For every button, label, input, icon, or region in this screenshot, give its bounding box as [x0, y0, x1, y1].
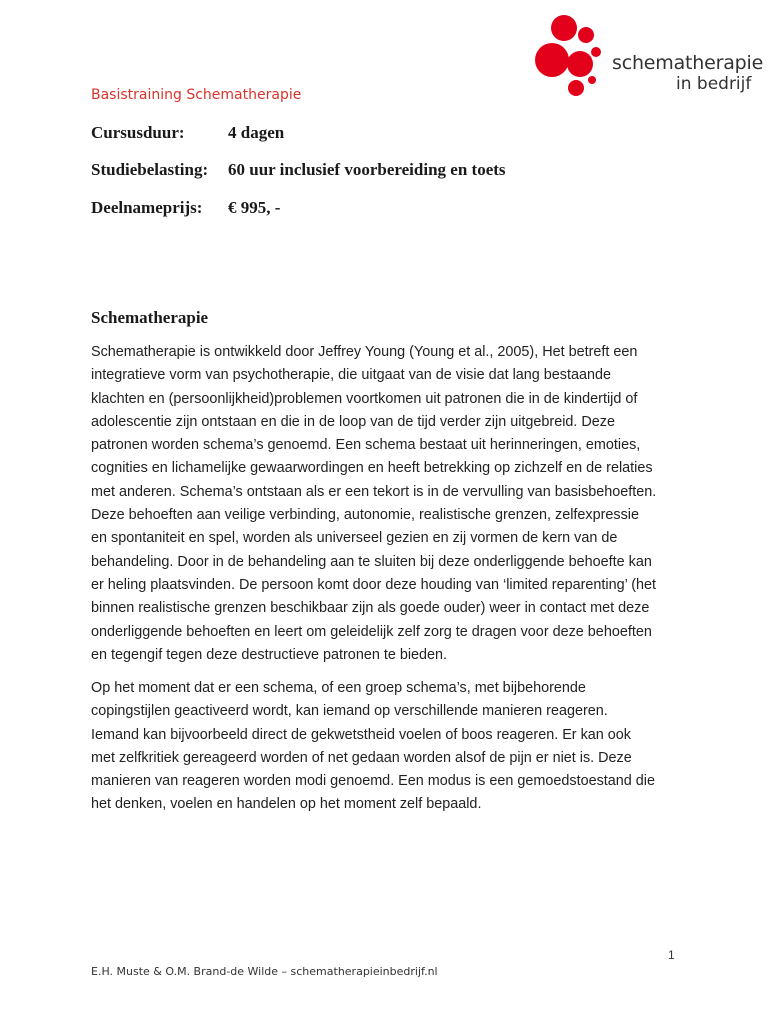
- paragraph-line: integratieve vorm van psychotherapie, die uitgaat van de visie dat lang bestaande: [91, 367, 611, 384]
- paragraph-line: er heling plaatsvinden. De persoon komt door deze houding van ‘limited reparenting’ (het: [91, 576, 657, 593]
- logo-wordmark-line1: schematherapie: [612, 52, 764, 74]
- paragraph-line: Iemand kan bijvoorbeeld direct de gekwetstheid voelen of boos reageren. Er kan ook: [91, 726, 631, 743]
- paragraph-line: cognities en lichamelijke gewaarwordingen en heeft betrekking op zichzelf en de relaties: [91, 460, 653, 477]
- info-value: € 995, -: [228, 198, 281, 217]
- info-label: Cursusduur:: [91, 123, 185, 142]
- page-number: 1: [668, 948, 675, 962]
- paragraph-line: met anderen. Schema’s ontstaan als er een tekort is in de vervulling van basisbehoeften.: [91, 483, 657, 500]
- info-row-duration: [91, 123, 284, 143]
- info-row-price: [91, 198, 280, 218]
- paragraph-line: Schematherapie is ontwikkeld door Jeffrey Young (Young et al., 2005), Het betreft een: [91, 344, 638, 360]
- paragraph-line: adolescentie zijn ontstaan en die in de loop van de tijd verder zijn uitgebreid. Deze: [91, 413, 615, 430]
- paragraph-line: Deze behoeften aan veilige verbinding, autonomie, realistische grenzen, zelfexpressie: [91, 507, 639, 524]
- info-label: Studiebelasting:: [91, 160, 209, 179]
- paragraph-line: het denken, voelen en handelen op het moment zelf bepaald.: [91, 796, 482, 813]
- info-value: 60 uur inclusief voorbereiding en toets: [228, 160, 506, 179]
- document-subtitle: Basistraining Schematherapie: [91, 87, 302, 103]
- paragraph-line: behandeling. Door in de behandeling aan te sluiten bij deze onderliggende behoefte kan: [91, 553, 652, 570]
- info-value: 4 dagen: [228, 123, 285, 142]
- page-footer: E.H. Muste & O.M. Brand-de Wilde – schematherapieinbedrijf.nl: [91, 965, 438, 978]
- body-paragraph-2: [91, 677, 691, 817]
- paragraph-line: copingstijlen geactiveerd wordt, kan iemand op verschillende manieren reageren.: [91, 703, 608, 720]
- info-row-study-load: [91, 160, 506, 180]
- logo-wordmark-line2: in bedrijf: [676, 74, 752, 94]
- paragraph-line: manieren van reageren worden modi genoemd. Een modus is een gemoedstoestand die: [91, 773, 655, 790]
- paragraph-line: Op het moment dat er een schema, of een groep schema’s, met bijbehorende: [91, 680, 586, 696]
- paragraph-line: en spontaniteit en spel, worden als universeel gezien en zij vormen de kern van de: [91, 530, 618, 547]
- body-paragraph-1: [91, 341, 691, 667]
- paragraph-line: en tegengif tegen deze destructieve patronen te bieden.: [91, 646, 448, 663]
- paragraph-line: onderliggende behoeften en leert om geleidelijk zelf zorg te dragen voor deze behoeften: [91, 623, 652, 640]
- paragraph-line: met zelfkritiek gereageerd worden of net gedaan worden alsof de pijn er niet is. Deze: [91, 749, 632, 766]
- paragraph-line: binnen realistische grenzen beschikbaar zijn als goede ouder) weer in contact met deze: [91, 600, 650, 617]
- paragraph-line: patronen worden schema’s genoemd. Een schema bestaat uit herinneringen, emoties,: [91, 437, 641, 454]
- logo-circles-icon: [530, 8, 620, 100]
- paragraph-line: klachten en (persoonlijkheid)problemen voortkomen uit patronen die in de kindertijd of: [91, 390, 638, 407]
- section-heading: Schematherapie: [91, 308, 209, 327]
- info-label: Deelnameprijs:: [91, 198, 203, 217]
- company-logo: [530, 8, 764, 100]
